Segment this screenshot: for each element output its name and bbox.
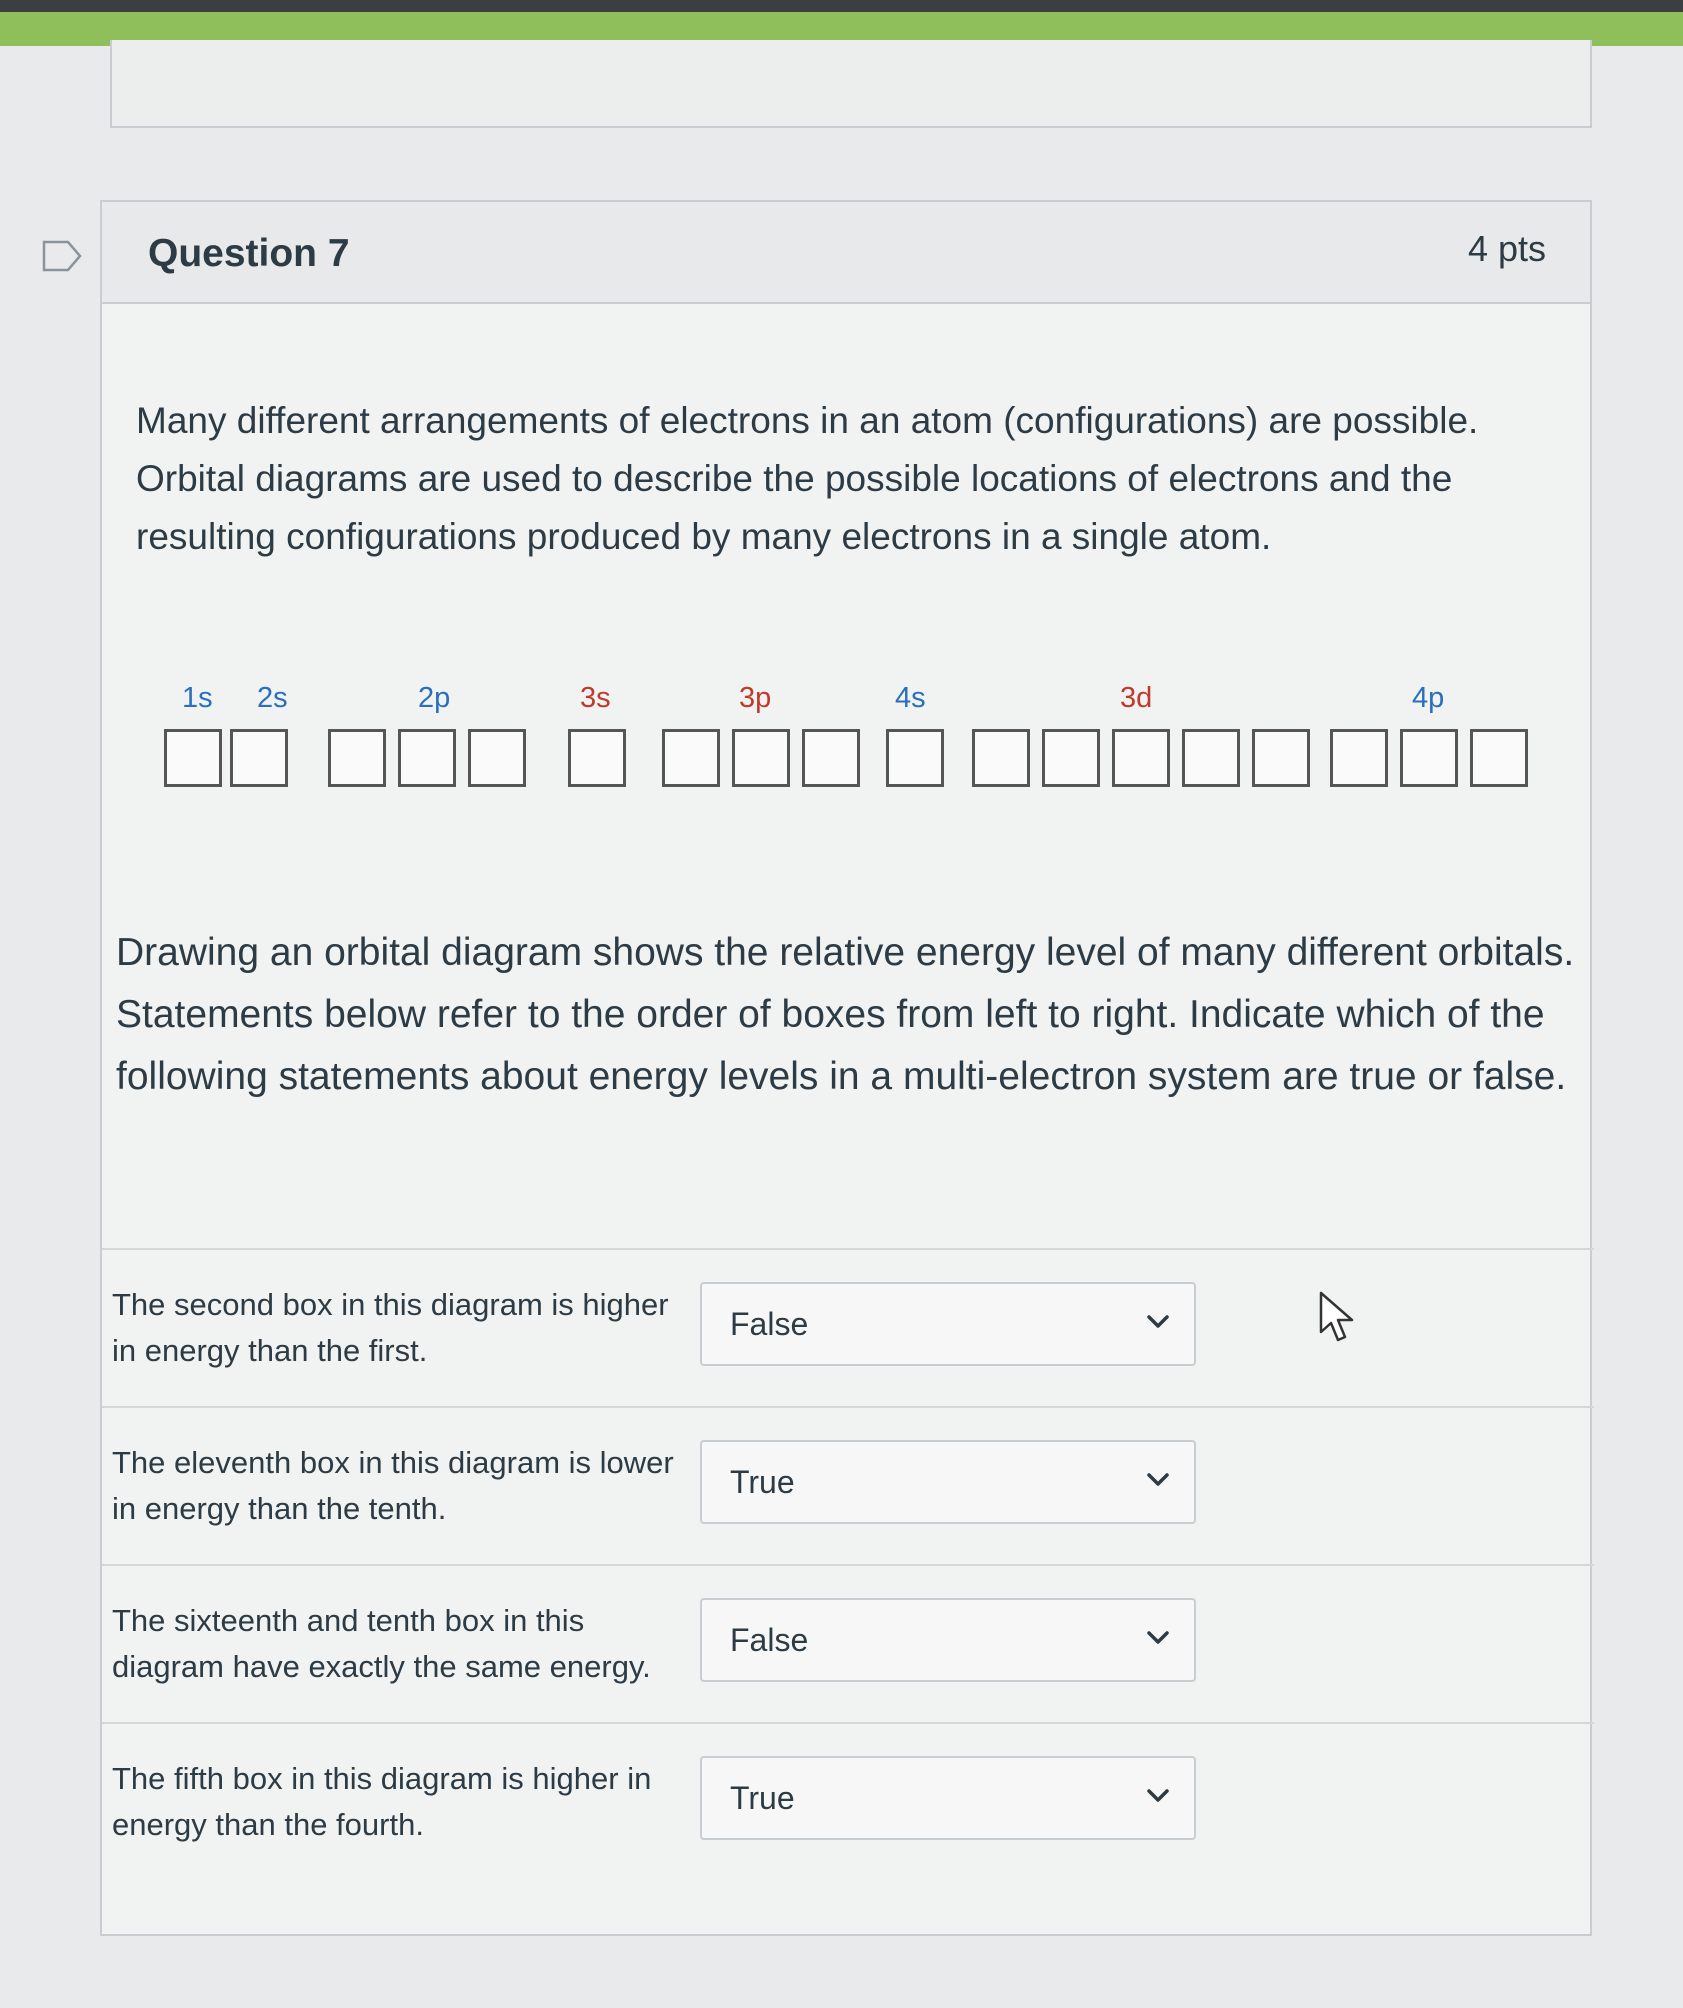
statement-row-4 <box>102 1722 1594 1882</box>
orbital-label-1s: 1s <box>182 682 213 714</box>
answer-select-4[interactable] <box>700 1756 1196 1840</box>
orbital-box-2s-1 <box>230 729 288 787</box>
statement-text: The fifth box in this diagram is higher in energy than the fourth. <box>112 1761 652 1842</box>
orbital-box-4s-1 <box>886 729 944 787</box>
orbital-box-3d-2 <box>1042 729 1100 787</box>
orbital-box-2p-3 <box>468 729 526 787</box>
orbital-box-1s-1 <box>164 729 222 787</box>
orbital-box-4p-1 <box>1330 729 1388 787</box>
select-value: True <box>730 1464 795 1500</box>
question-intro-text: Many different arrangements of electrons in an atom (configurations) are possible. Orbital diagrams are used to describe the possible locations of electrons and the resulting configurations produced by many electrons in a single atom. <box>136 400 1479 557</box>
orbital-box-3p-3 <box>802 729 860 787</box>
orbital-box-3d-3 <box>1112 729 1170 787</box>
question-header <box>102 202 1590 304</box>
select-value: False <box>730 1622 809 1658</box>
orbital-box-3s-1 <box>568 729 626 787</box>
orbital-label-3s: 3s <box>580 682 611 714</box>
select-value: False <box>730 1306 809 1342</box>
statement-text: The second box in this diagram is higher in energy than the first. <box>112 1287 669 1368</box>
answer-select-1[interactable] <box>700 1282 1196 1366</box>
previous-question-box <box>110 40 1592 128</box>
question-card <box>100 200 1592 1936</box>
chevron-down-icon <box>1146 1630 1170 1646</box>
orbital-label-3d: 3d <box>1120 682 1153 714</box>
orbital-label-2s: 2s <box>257 682 288 714</box>
chevron-down-icon <box>1146 1788 1170 1804</box>
orbital-box-4p-3 <box>1470 729 1528 787</box>
statement-text: The eleventh box in this diagram is lower in energy than the tenth. <box>112 1445 674 1526</box>
orbital-box-4p-2 <box>1400 729 1458 787</box>
orbital-label-2p: 2p <box>418 682 451 714</box>
orbital-box-3p-2 <box>732 729 790 787</box>
orbital-box-3d-1 <box>972 729 1030 787</box>
statement-text: The sixteenth and tenth box in this diagram have exactly the same energy. <box>112 1603 651 1684</box>
top-bar <box>0 0 1683 12</box>
chevron-down-icon <box>1146 1314 1170 1330</box>
statement-row-3 <box>102 1564 1594 1724</box>
question-instructions-text: Drawing an orbital diagram shows the relative energy level of many different orbitals. Statements below refer to the order of boxes from left to right. Indicate which of the following statements about energy levels in a multi-electron system are true or false. <box>116 931 1575 1098</box>
statement-row-2 <box>102 1406 1594 1566</box>
orbital-diagram <box>102 682 1594 802</box>
orbital-box-3d-5 <box>1252 729 1310 787</box>
select-value: True <box>730 1780 795 1816</box>
orbital-label-3p: 3p <box>739 682 772 714</box>
question-title: Question 7 <box>148 232 350 275</box>
question-points: 4 pts <box>1467 228 1546 269</box>
orbital-box-3p-1 <box>662 729 720 787</box>
answer-select-3[interactable] <box>700 1598 1196 1682</box>
orbital-label-4p: 4p <box>1412 682 1445 714</box>
flag-question-icon[interactable] <box>42 240 82 272</box>
orbital-box-2p-1 <box>328 729 386 787</box>
orbital-box-2p-2 <box>398 729 456 787</box>
orbital-box-3d-4 <box>1182 729 1240 787</box>
mouse-pointer-icon <box>1318 1290 1358 1346</box>
statement-row-1 <box>102 1248 1594 1408</box>
answer-select-2[interactable] <box>700 1440 1196 1524</box>
orbital-label-4s: 4s <box>895 682 926 714</box>
chevron-down-icon <box>1146 1472 1170 1488</box>
